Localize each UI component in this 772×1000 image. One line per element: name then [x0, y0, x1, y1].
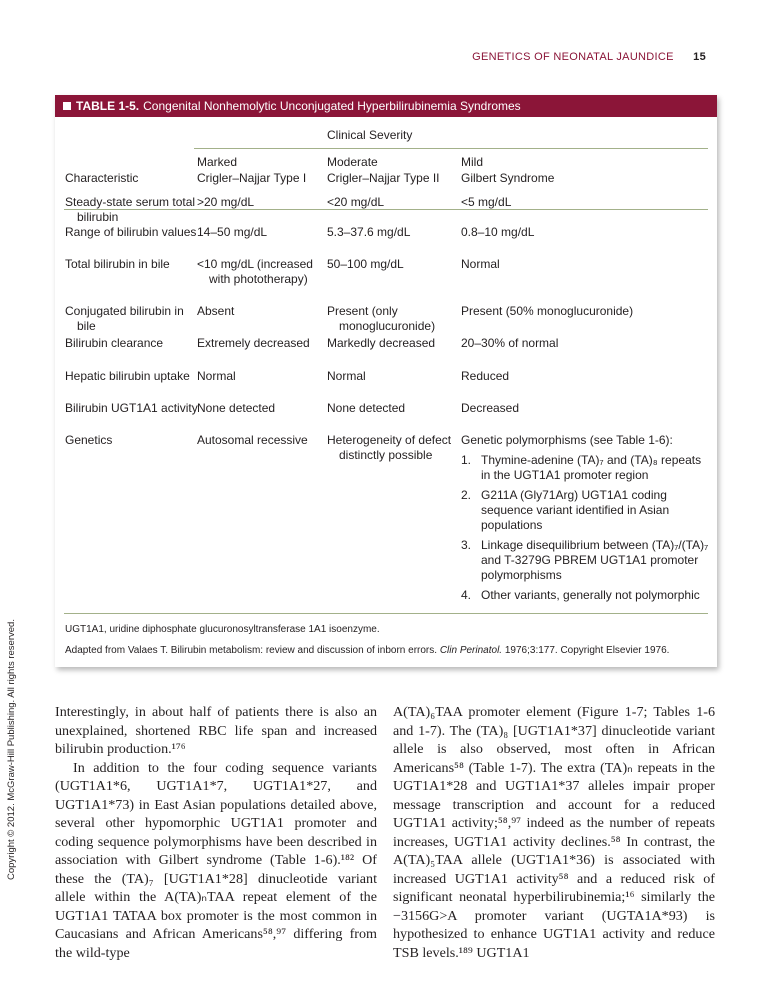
cell-marked: Extremely decreased [197, 336, 310, 350]
body-paragraph: Interestingly, in about half of patients there is also an unexplained, shortened RBC life span and increased bilirubin production.¹⁷⁶ [55, 704, 377, 757]
list-number: 3. [461, 538, 472, 552]
list-item [461, 453, 713, 483]
table-1-5 [55, 95, 717, 667]
cell-mild: Normal [461, 257, 500, 271]
list-text: G211A (Gly71Arg) UGT1A1 coding sequence variant identified in Asian populations [481, 488, 670, 532]
cell-marked: >20 mg/dL [197, 195, 255, 209]
body-column-left [55, 703, 377, 962]
cell-moderate: <20 mg/dL [327, 195, 385, 209]
footer-rule [64, 613, 708, 614]
cell-marked: <10 mg/dL (increased with phototherapy) [197, 257, 313, 286]
body-paragraph: In addition to the four coding sequence variants (UGT1A1*6, UGT1A1*7, UGT1A1*27, and UGT1A1*73) in East Asian populations detailed above, several other hypomorphic UGT1A1 promoter and coding sequence polymorphisms have been described in association with Gilbert syndrome (Table 1-6).¹⁸² Of these the (TA)₇ [UGT1A1*28] dinucleotide variant allele within the A(TA)ₙTAA repeat element of the UGT1A1 TATAA box promoter is the most common in Caucasians and African Americans⁵⁸,⁹⁷ differing from the wild-type [55, 759, 377, 961]
cell-marked: None detected [197, 401, 276, 415]
list-number: 4. [461, 588, 472, 602]
group-header-clinical-severity: Clinical Severity [327, 128, 413, 142]
column-header-marked [197, 154, 306, 186]
column-header-syndrome: Crigler–Najjar Type II [327, 171, 440, 185]
footnote-source [65, 644, 669, 657]
column-header-severity: Moderate [327, 155, 378, 169]
genetics-list [461, 453, 713, 603]
cell-characteristic: Genetics [65, 433, 113, 447]
cell-mild: Reduced [461, 369, 510, 383]
cell-characteristic: Range of bilirubin values [65, 225, 197, 239]
group-header-rule [194, 148, 708, 149]
column-header-moderate [327, 154, 440, 186]
table-title: Congenital Nonhemolytic Unconjugated Hyperbilirubinemia Syndromes [143, 99, 521, 113]
list-text: Linkage disequilibrium between (TA)₇/(TA)₇ and T-3279G PBREM UGT1A1 promoter polymorphisms [481, 538, 709, 582]
cell-marked: Normal [197, 369, 236, 383]
cell-marked: Absent [197, 304, 235, 318]
genetics-intro: Genetic polymorphisms (see Table 1-6): [461, 433, 673, 447]
cell-mild: 0.8–10 mg/dL [461, 225, 535, 239]
cell-mild: 20–30% of normal [461, 336, 559, 350]
cell-characteristic: Bilirubin clearance [65, 336, 164, 350]
column-header-syndrome: Gilbert Syndrome [461, 171, 555, 185]
running-head [472, 51, 706, 63]
cell-mild [461, 433, 713, 603]
cell-moderate: None detected [327, 401, 406, 415]
cell-marked: Autosomal recessive [197, 433, 308, 447]
square-bullet-icon [63, 102, 71, 110]
cell-characteristic: Bilirubin UGT1A1 activity [65, 401, 198, 415]
list-text: Thymine-adenine (TA)₇ and (TA)₈ repeats in the UGT1A1 promoter region [481, 453, 702, 482]
cell-moderate: Markedly decreased [327, 336, 436, 350]
table-title-bar [55, 95, 717, 117]
cell-moderate: Heterogeneity of defect distinctly possible [327, 433, 452, 462]
cell-mild: <5 mg/dL [461, 195, 512, 209]
page-number: 15 [693, 51, 706, 63]
list-item [461, 588, 713, 603]
column-header-characteristic [65, 170, 138, 186]
list-number: 1. [461, 453, 472, 467]
cell-mild: Decreased [461, 401, 520, 415]
list-text: Other variants, generally not polymorphic [481, 588, 700, 602]
cell-moderate: Present (only monoglucuronide) [327, 304, 436, 333]
cell-characteristic: Steady-state serum total bilirubin [65, 195, 196, 224]
copyright-sidebar: Copyright © 2012. McGraw-Hill Publishing. All rights reserved. [6, 619, 17, 880]
cell-characteristic: Total bilirubin in bile [65, 257, 170, 271]
footnote-source-text: Adapted from Valaes T. Bilirubin metabolism: review and discussion of inborn errors. [65, 645, 438, 656]
column-header-severity: Marked [197, 155, 238, 169]
footnote-citation: 1976;3:177. Copyright Elsevier 1976. [504, 645, 670, 656]
running-head-title: GENETICS OF NEONATAL JAUNDICE [472, 51, 674, 63]
footnote-journal: Clin Perinatol. [439, 645, 503, 656]
list-item [461, 538, 713, 583]
body-paragraph: A(TA)₆TAA promoter element (Figure 1-7; Tables 1-6 and 1-7). The (TA)₈ [UGT1A1*37] dinucleotide variant allele is also observed, most often in African Americans⁵⁸ (Table 1-7). The extra (TA)ₙ repeats in the UGT1A1*28 and UGT1A1*37 alleles impair proper message transcription and account for a reduced UGT1A1 activity;⁵⁸,⁹⁷ indeed as the number of repeats increases, UGT1A1 activity declines.⁵⁸ In contrast, the A(TA)₅TAA allele (UGT1A1*36) is associated with increased UGT1A1 activity⁵⁸ and a reduced risk of significant neonatal hyperbilirubinemia;¹⁶ similarly the −3156G>A promoter variant (UGTA1A*93) is hypothesized to enhance UGT1A1 activity and reduce TSB levels.¹⁸⁹ UGT1A1 [393, 704, 715, 961]
cell-mild: Present (50% monoglucuronide) [461, 304, 634, 318]
cell-moderate: 5.3–37.6 mg/dL [327, 225, 411, 239]
list-item [461, 488, 713, 533]
list-number: 2. [461, 488, 472, 502]
column-header-severity: Mild [461, 155, 484, 169]
column-header-mild [461, 154, 554, 186]
footnote-abbreviation: UGT1A1, uridine diphosphate glucuronosyltransferase 1A1 isoenzyme. [65, 624, 380, 635]
cell-marked: 14–50 mg/dL [197, 225, 268, 239]
table-header [55, 117, 717, 185]
cell-characteristic: Conjugated bilirubin in bile [65, 304, 184, 333]
column-header-label: Characteristic [65, 171, 139, 185]
cell-characteristic: Hepatic bilirubin uptake [65, 369, 190, 383]
column-header-syndrome: Crigler–Najjar Type I [197, 171, 307, 185]
cell-moderate: Normal [327, 369, 366, 383]
cell-moderate: 50–100 mg/dL [327, 257, 404, 271]
body-column-right [393, 703, 715, 962]
table-number: TABLE 1-5. [76, 99, 140, 113]
